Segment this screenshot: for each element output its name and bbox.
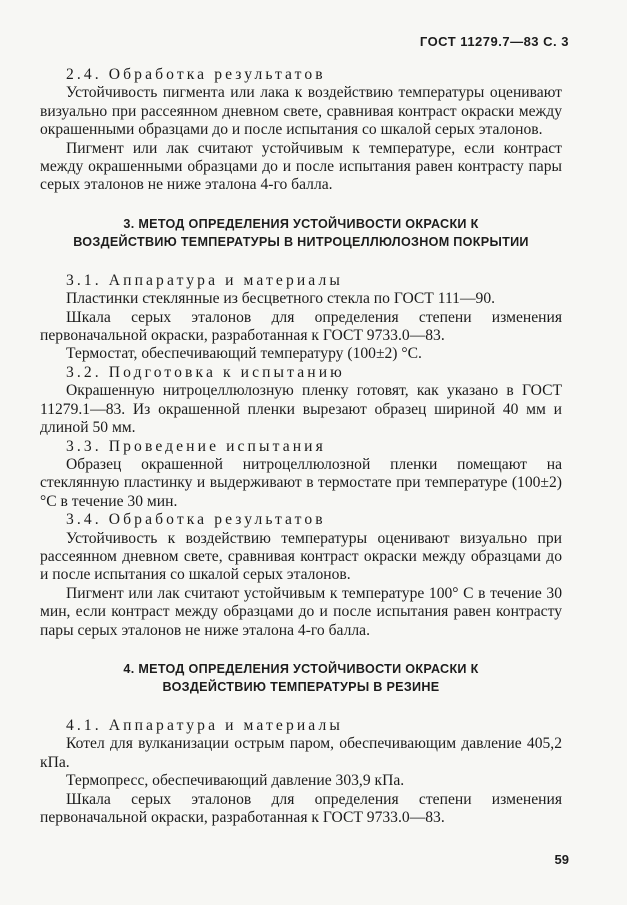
standard-reference: ГОСТ 11279.7—83 С. 3 bbox=[419, 34, 569, 49]
section-title-line: 4. МЕТОД ОПРЕДЕЛЕНИЯ УСТОЙЧИВОСТИ ОКРАСКИ К bbox=[123, 661, 479, 676]
section-title-line: 3. МЕТОД ОПРЕДЕЛЕНИЯ УСТОЙЧИВОСТИ ОКРАСКИ К bbox=[123, 216, 479, 231]
section-title-3 bbox=[40, 215, 562, 251]
subsection-heading-3-4: 3.4. Обработка результатов bbox=[66, 511, 326, 529]
section-title-line: ВОЗДЕЙСТВИЮ ТЕМПЕРАТУРЫ В НИТРОЦЕЛЛЮЛОЗНОМ ПОКРЫТИИ bbox=[73, 234, 529, 249]
subsection-heading-3-2: 3.2. Подготовка к испытанию bbox=[66, 363, 345, 381]
subsection-heading-3-1: 3.1. Аппаратура и материалы bbox=[66, 271, 343, 289]
document-body bbox=[40, 66, 562, 827]
section-title-line: ВОЗДЕЙСТВИЮ ТЕМПЕРАТУРЫ В РЕЗИНЕ bbox=[162, 679, 440, 694]
paragraph: Устойчивость пигмента или лака к воздействию температуры оценивают визуально при рассеянном дневном свете, сравнивая контраст окраски между окрашенными образцами до и после испытания со шкалой серых эталонов. bbox=[40, 84, 562, 139]
section-title-4 bbox=[40, 660, 562, 696]
paragraph: Пигмент или лак считают устойчивым к температуре, если контраст между окрашенными образцами до и после испытания равен контрасту пары серых эталонов не ниже эталона 4-го балла. bbox=[40, 139, 562, 194]
subsection-heading-4-1: 4.1. Аппаратура и материалы bbox=[66, 716, 343, 734]
paragraph: Шкала серых эталонов для определения степени изменения первоначальной окраски, разработанная к ГОСТ 9733.0—83. bbox=[40, 308, 562, 345]
page-number: 59 bbox=[554, 852, 569, 867]
subsection-heading-2-4: 2.4. Обработка результатов bbox=[66, 66, 326, 83]
paragraph: Термостат, обеспечивающий температуру (100±2) °С. bbox=[66, 345, 422, 363]
paragraph: Термопресс, обеспечивающий давление 303,9 кПа. bbox=[66, 772, 405, 790]
paragraph: Пластинки стеклянные из бесцветного стекла по ГОСТ 111—90. bbox=[66, 290, 496, 308]
paragraph: Шкала серых эталонов для определения степени изменения первоначальной окраски, разработанная к ГОСТ 9733.0—83. bbox=[40, 790, 562, 826]
paragraph: Окрашенную нитроцеллюлозную пленку готовят, как указано в ГОСТ 11279.1—83. Из окрашенной пленки вырезают образец шириной 40 мм и длиной 50 мм. bbox=[40, 382, 562, 437]
subsection-heading-3-3: 3.3. Проведение испытания bbox=[66, 437, 326, 455]
paragraph: Образец окрашенной нитроцеллюлозной пленки помещают на стеклянную пластинку и выдерживают в термостате при температуре (100±2) °С в течение 30 мин. bbox=[40, 455, 562, 510]
paragraph: Пигмент или лак считают устойчивым к температуре 100° С в течение 30 мин, если контраст между образцами до и после испытания равен контрасту пары серых эталонов не ниже эталона 4-го балла. bbox=[40, 584, 562, 639]
paragraph: Устойчивость к воздействию температуры оценивают визуально при рассеянном дневном свете, сравнивая контраст окраски между образцами до и после испытания со шкалой серых эталонов. bbox=[40, 529, 562, 584]
paragraph: Котел для вулканизации острым паром, обеспечивающим давление 405,2 кПа. bbox=[40, 735, 562, 771]
